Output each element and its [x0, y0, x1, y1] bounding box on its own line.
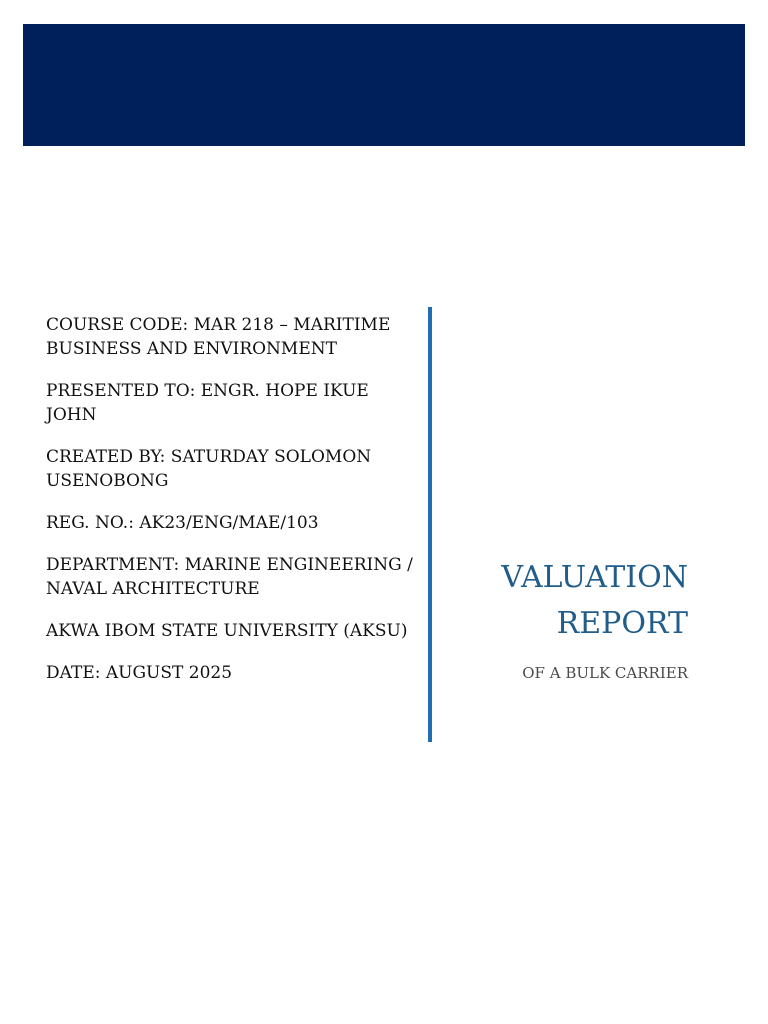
date: DATE: AUGUST 2025	[46, 663, 233, 683]
title-block	[448, 555, 688, 683]
created-by: CREATED BY: SATURDAY SOLOMON USENOBONG	[46, 447, 372, 491]
vertical-divider	[428, 307, 432, 742]
presented-to: PRESENTED TO: ENGR. HOPE IKUE JOHN	[46, 381, 369, 425]
report-title-line-1: VALUATION	[501, 560, 688, 595]
header-band	[23, 24, 745, 146]
department: DEPARTMENT: MARINE ENGINEERING / NAVAL ARCHITECTURE	[46, 555, 413, 599]
report-title-line-2: REPORT	[556, 606, 688, 641]
registration-number: REG. NO.: AK23/ENG/MAE/103	[46, 513, 319, 533]
cover-info-block	[46, 313, 416, 703]
report-subtitle: OF A BULK CARRIER	[522, 664, 688, 682]
university: AKWA IBOM STATE UNIVERSITY (AKSU)	[46, 621, 408, 641]
course-code: COURSE CODE: MAR 218 – MARITIME BUSINESS AND ENVIRONMENT	[46, 315, 391, 359]
